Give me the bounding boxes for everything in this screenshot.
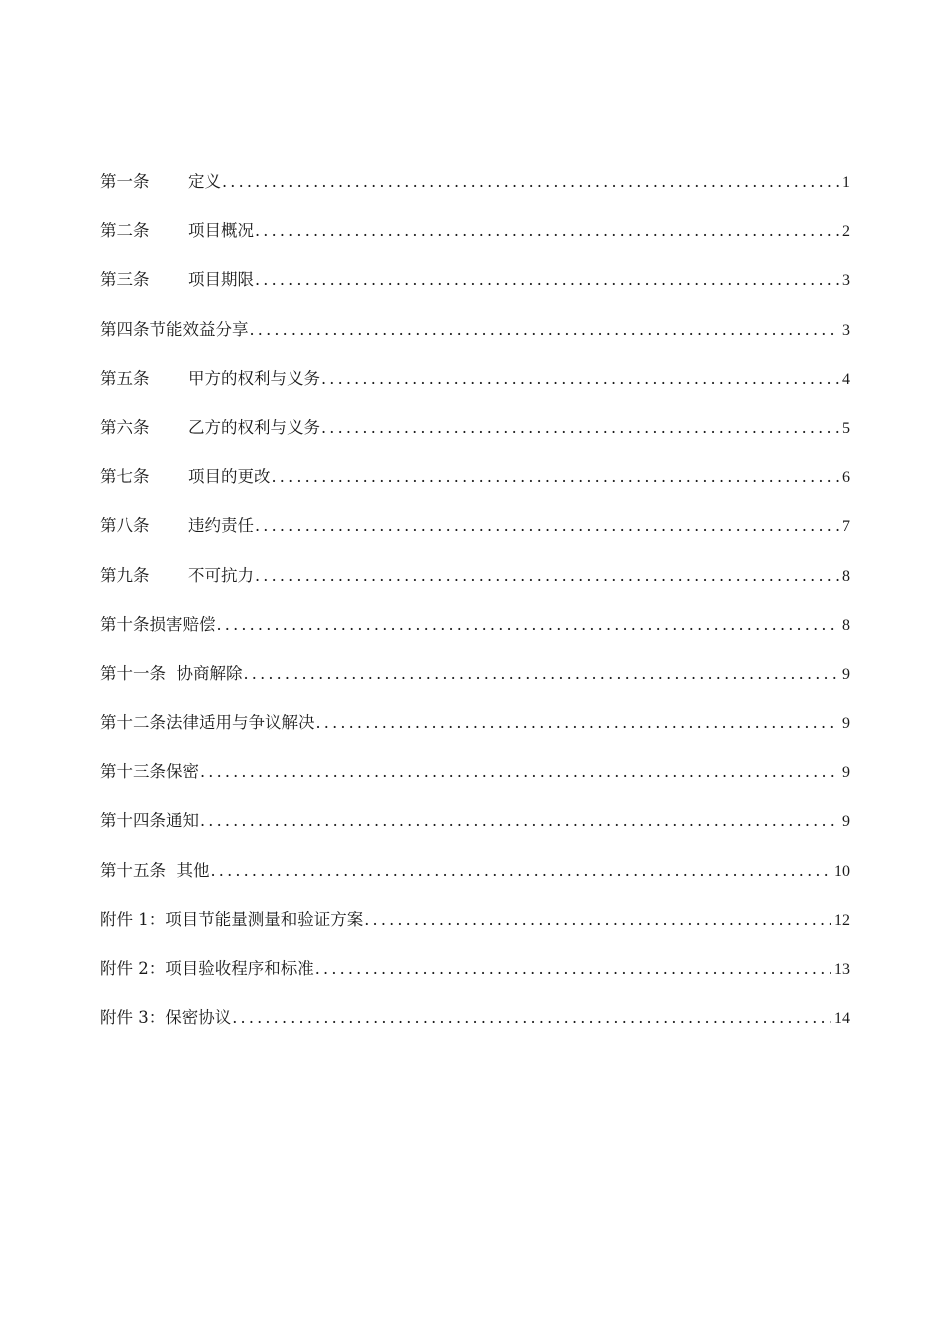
toc-entry-title: 违约责任 <box>188 516 254 536</box>
toc-entry[interactable] <box>100 265 850 314</box>
toc-entry-title: 第十五条 其他 <box>100 860 210 880</box>
toc-entry-page: 8 <box>842 616 850 634</box>
toc-entry-title: 第四条节能效益分享 <box>100 319 249 339</box>
toc-entry-number: 第七条 <box>100 467 150 487</box>
toc-entry-page: 9 <box>842 764 850 782</box>
toc-entry[interactable] <box>100 610 850 659</box>
toc-entry-title: 定义 <box>188 172 221 191</box>
toc-entry-title: 附件 3：保密协议 <box>100 1008 232 1028</box>
toc-entry[interactable] <box>100 905 850 954</box>
toc-entry-page: 2 <box>842 223 850 241</box>
toc-entry-number: 第九条 <box>100 565 150 585</box>
toc-dot-leader <box>250 315 840 345</box>
toc-entry-title: 甲方的权利与义务 <box>188 368 320 388</box>
toc-dot-leader <box>255 511 839 541</box>
toc-entry-page: 5 <box>842 419 850 437</box>
toc-entry[interactable] <box>100 757 850 806</box>
toc-dot-leader <box>315 954 831 984</box>
toc-entry-number: 第三条 <box>100 270 150 290</box>
toc-entry-number: 第六条 <box>100 417 150 437</box>
toc-entry[interactable] <box>100 806 850 855</box>
toc-entry-page: 9 <box>842 665 850 683</box>
toc-entry-number: 第五条 <box>100 368 150 388</box>
toc-dot-leader <box>255 561 839 591</box>
toc-entry-title: 第十三条保密 <box>100 762 199 782</box>
table-of-contents <box>100 167 850 1052</box>
toc-entry-page: 12 <box>834 911 850 929</box>
toc-entry[interactable] <box>100 856 850 905</box>
toc-entry-page: 10 <box>834 862 850 880</box>
toc-entry[interactable] <box>100 216 850 265</box>
toc-dot-leader <box>244 659 840 689</box>
toc-entry-number: 第八条 <box>100 516 150 536</box>
toc-entry-title: 附件 1：项目节能量测量和验证方案 <box>100 909 364 929</box>
toc-entry[interactable] <box>100 659 850 708</box>
toc-entry[interactable] <box>100 462 850 511</box>
toc-entry-page: 4 <box>842 370 850 388</box>
toc-dot-leader <box>272 462 840 492</box>
toc-dot-leader <box>222 167 839 197</box>
toc-dot-leader <box>217 610 840 640</box>
toc-dot-leader <box>211 856 832 886</box>
toc-entry-page: 8 <box>842 567 850 585</box>
toc-entry-number: 第一条 <box>100 172 150 191</box>
toc-entry-title: 项目概况 <box>188 221 254 241</box>
toc-entry[interactable] <box>100 511 850 560</box>
toc-entry[interactable] <box>100 1003 850 1052</box>
toc-dot-leader <box>316 708 840 738</box>
toc-entry[interactable] <box>100 315 850 364</box>
toc-entry-page: 6 <box>842 469 850 487</box>
toc-dot-leader <box>200 806 839 836</box>
toc-entry-title: 第十二条法律适用与争议解决 <box>100 713 315 733</box>
toc-entry-page: 3 <box>842 272 850 290</box>
toc-entry-title: 第十四条通知 <box>100 811 199 831</box>
toc-entry[interactable] <box>100 708 850 757</box>
toc-entry-title: 不可抗力 <box>188 565 254 585</box>
toc-entry[interactable] <box>100 364 850 413</box>
toc-entry-title: 项目的更改 <box>188 467 271 487</box>
toc-dot-leader <box>321 413 839 443</box>
toc-entry-page: 14 <box>834 1010 850 1028</box>
toc-entry-title: 附件 2：项目验收程序和标准 <box>100 959 314 978</box>
toc-entry[interactable] <box>100 561 850 610</box>
toc-dot-leader <box>321 364 839 394</box>
toc-dot-leader <box>255 265 839 295</box>
toc-entry[interactable] <box>100 413 850 462</box>
toc-entry[interactable] <box>100 954 850 1003</box>
toc-dot-leader <box>364 905 831 935</box>
toc-entry-title: 第十一条 协商解除 <box>100 663 243 683</box>
toc-dot-leader <box>232 1003 831 1033</box>
toc-dot-leader <box>200 757 839 787</box>
toc-dot-leader <box>255 216 839 246</box>
toc-entry-page: 9 <box>842 813 850 831</box>
toc-entry-number: 第二条 <box>100 221 150 241</box>
toc-entry-title: 第十条损害赔偿 <box>100 614 216 634</box>
toc-entry-page: 13 <box>834 961 850 978</box>
toc-entry-page: 9 <box>842 715 850 733</box>
toc-entry-page: 7 <box>842 518 850 536</box>
toc-entry-title: 项目期限 <box>188 270 254 290</box>
toc-entry-title: 乙方的权利与义务 <box>188 417 320 437</box>
toc-entry[interactable] <box>100 167 850 216</box>
toc-entry-page: 3 <box>842 321 850 339</box>
toc-entry-page: 1 <box>842 174 850 191</box>
